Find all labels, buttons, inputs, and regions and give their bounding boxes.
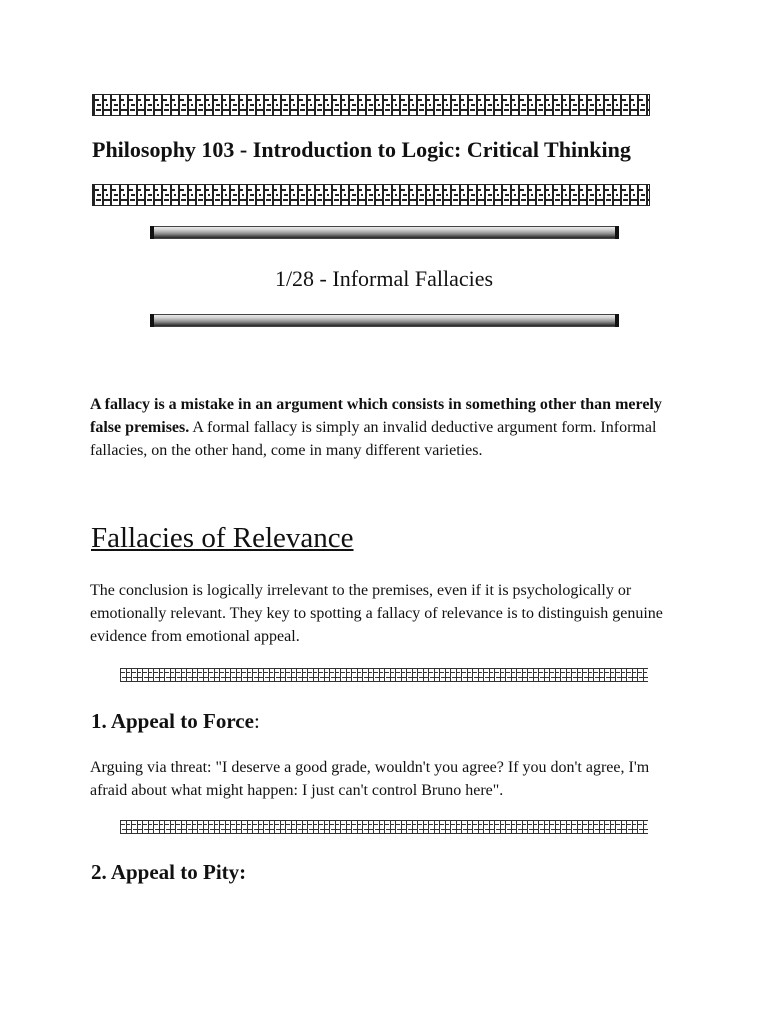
greek-key-divider-1 [120, 668, 648, 682]
item-2-title-text: 2. Appeal to Pity: [91, 860, 247, 884]
greek-key-border-bottom [92, 184, 650, 206]
item-1-description: Arguing via threat: "I deserve a good grade, wouldn't you agree? If you don't agree, I'm afraid about what might happen: I just can't control Bruno here". [90, 759, 650, 799]
top-rule-bar [150, 226, 619, 239]
bottom-rule-bar [150, 314, 619, 327]
item-title-appeal-to-pity [91, 860, 246, 885]
greek-key-divider-2 [120, 820, 648, 834]
item-1-title-text: 1. Appeal to Force [91, 709, 254, 733]
section-title: Fallacies of Relevance [91, 522, 354, 554]
greek-key-border-top [92, 94, 650, 116]
lecture-subtitle: 1/28 - Informal Fallacies [274, 266, 494, 291]
intro-text: A formal fallacy is simply an invalid deductive argument form. Informal fallacies, on the other hand, come in many different varieties. [90, 419, 657, 459]
intro-paragraph [90, 393, 670, 462]
intro-bold-text: A fallacy is a mistake in an argument which consists in something other than merely false premises. [90, 396, 662, 436]
page-title: Philosophy 103 - Introduction to Logic: Critical Thinking [92, 137, 631, 162]
section-description: The conclusion is logically irrelevant to the premises, even if it is psychologically or emotionally relevant. They key to spotting a fallacy of relevance is to distinguish genuine evidence from emotional appeal. [90, 582, 663, 645]
item-title-appeal-to-force [91, 709, 260, 734]
item-1-title-colon: : [253, 709, 260, 733]
